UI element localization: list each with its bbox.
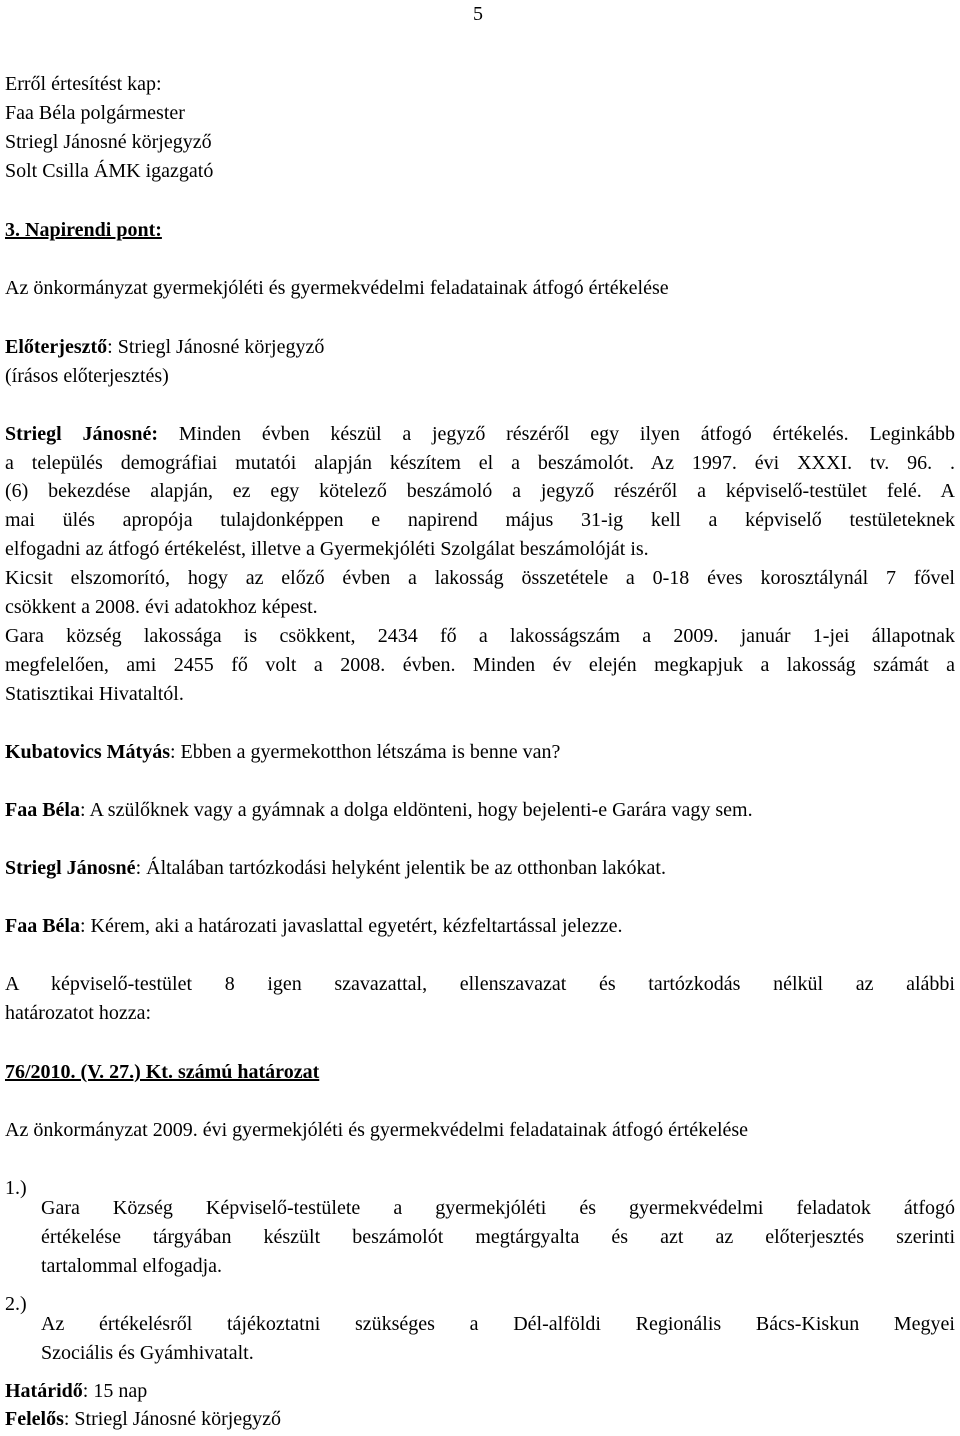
resolution-item-line: Gara Község Képviselő-testülete a gyermekjóléti és gyermekvédelmi feladatok átfogó [41,1197,955,1219]
resolution-title: Az önkormányzat 2009. évi gyermekjóléti és gyermekvédelmi feladatainak átfogó értékelése [5,1119,749,1141]
speech-line: megfelelően, ami 2455 fő volt a 2008. évben. Minden év elején megkapjuk a lakosság számát a [5,654,955,676]
responsible-label: Felelős [5,1408,64,1430]
speech-line: elfogadni az átfogó értékelést, illetve a Gyermekjóléti Szolgálat beszámolóját is. [5,538,649,560]
exchange-line: Faa Béla: Kérem, aki a határozati javaslattal egyetért, kézfeltartással jelezze. [5,915,623,937]
recipient-notary: Striegl Jánosné körjegyző [5,131,212,153]
resolution-item-line: értékelése tárgyában készült beszámolót megtárgyalta és azt az előterjesztés szerinti [41,1226,955,1248]
recipient-director: Solt Csilla ÁMK igazgató [5,160,214,182]
speaker-name: Kubatovics Mátyás [5,741,170,763]
resolution-item-line: tartalommal elfogadja. [41,1255,223,1277]
resolution-item-line: Az értékelésről tájékoztatni szükséges a Dél-alföldi Regionális Bács-Kiskun Megyei [41,1313,955,1335]
deadline-label: Határidő [5,1380,83,1402]
deadline-value: : 15 nap [82,1380,148,1402]
resolution-item-number: 2.) [5,1293,27,1315]
responsible-line [5,1407,281,1431]
speaker-name: Faa Béla [5,799,80,821]
speech-line: csökkent a 2008. évi adatokhoz képest. [5,596,318,618]
speaker-name: Striegl Jánosné: [5,423,159,445]
exchange-line: Faa Béla: A szülőknek vagy a gyámnak a dolga eldönteni, hogy bejelenti-e Garára vagy sem. [5,799,753,821]
agenda-heading: 3. Napirendi pont: [5,219,162,241]
resolution-item-line: Szociális és Gyámhivatalt. [41,1342,254,1364]
speech-line: Gara község lakossága is csökkent, 2434 fő a lakosságszám a 2009. január 1-jei állapotnak [5,625,955,647]
presenter-label: Előterjesztő [5,336,108,358]
deadline-line [5,1379,147,1403]
notified-header: Erről értesítést kap: [5,73,162,95]
page-number: 5 [473,3,483,25]
resolution-heading: 76/2010. (V. 27.) Kt. számú határozat [5,1061,320,1083]
agenda-title: Az önkormányzat gyermekjóléti és gyermekvédelmi feladatainak átfogó értékelése [5,277,669,299]
exchange-line: Striegl Jánosné: Általában tartózkodási helyként jelentik be az otthonban lakókat. [5,857,666,879]
vote-line: A képviselő-testület 8 igen szavazattal, ellenszavazat és tartózkodás nélkül az alábbi [5,973,955,995]
presenter-value: : Striegl Jánosné körjegyző [107,336,325,358]
resolution-item-number: 1.) [5,1177,27,1199]
speech-line: Striegl Jánosné: Minden évben készül a jegyző részéről egy ilyen átfogó értékelés. Leginkább [5,423,955,445]
speech-line: Kicsit elszomorító, hogy az előző évben a lakosság összetétele a 0-18 éves korosztálynál 7 fővel [5,567,955,589]
speech-line: Statisztikai Hivataltól. [5,683,184,705]
speaker-name: Faa Béla [5,915,80,937]
speech-line: (6) bekezdése alapján, ez egy kötelező beszámoló a jegyző részéről a képviselő-testület felé. A [5,480,955,502]
exchange-line: Kubatovics Mátyás: Ebben a gyermekotthon létszáma is benne van? [5,741,561,763]
recipient-mayor: Faa Béla polgármester [5,102,185,124]
presenter-line [5,335,324,359]
speech-line: mai ülés apropója tulajdonképpen e napirend május 31-ig kell a képviselő testületeknek [5,509,955,531]
speech-line: a település demográfiai mutatói alapján készítem el a beszámolót. Az 1997. évi XXXI. tv. 96. . [5,452,955,474]
presenter-note: (írásos előterjesztés) [5,365,169,387]
responsible-value: : Striegl Jánosné körjegyző [63,1408,282,1430]
vote-line: határozatot hozza: [5,1002,152,1024]
speaker-name: Striegl Jánosné [5,857,136,879]
